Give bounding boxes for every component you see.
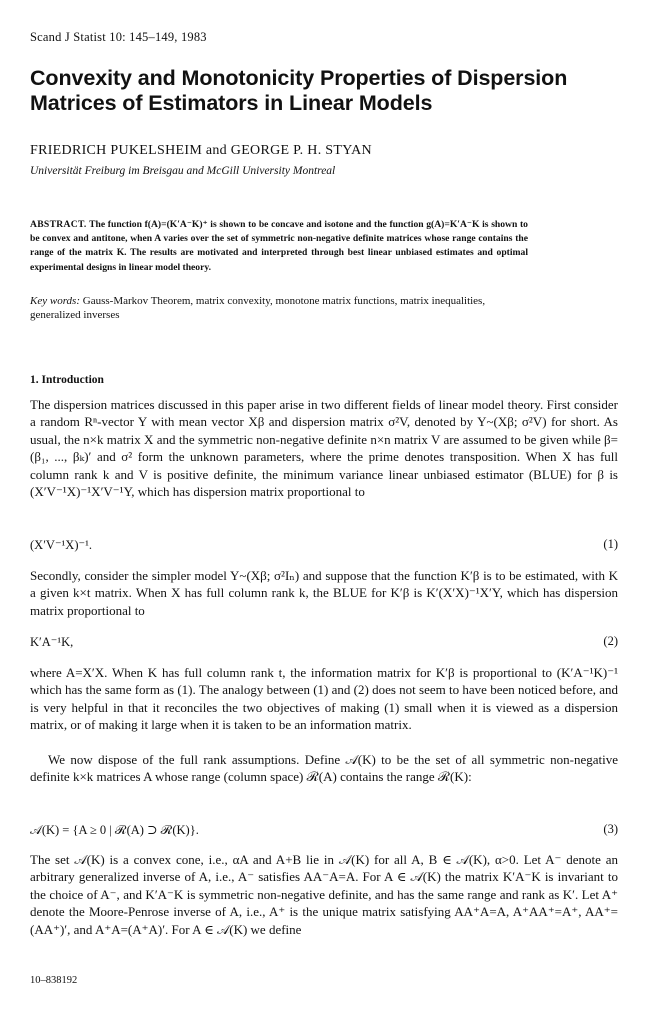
article-title: Convexity and Monotonicity Properties of Dispersion Matrices of Estimators in Linear Models (30, 66, 568, 115)
equation-1-body: (X′V⁻¹X)⁻¹. (30, 538, 92, 552)
keywords-text: Gauss-Markov Theorem, matrix convexity, monotone matrix functions, matrix inequalities, generalized inverses (30, 295, 486, 321)
equation-1-number: (1) (603, 537, 618, 551)
keywords (30, 294, 528, 322)
paragraph-5: The set 𝒜(K) is a convex cone, i.e., αA and A+B lie in 𝒜(K) for all A, B ∈ 𝒜(K), α>0. Let A⁻ denote an arbitrary generalized inverse of A, i.e., A⁻ satisfies AA⁻A=A. For A ∈ 𝒜(K) the matrix K′A⁻K is invariant to the choice of A⁻, and K′A⁻K is symmetric non-negative definite, and has the same range and rank as K′. Let A⁺ denote the Moore-Penrose inverse of A, i.e., A⁺ is the unique matrix satisfying AA⁺A=A, A⁺AA⁺=A⁺, AA⁺=(AA⁺)′, and A⁺A=(A⁺A)′. For A ∈ 𝒜(K) we define (30, 852, 618, 937)
equation-2-number: (2) (603, 634, 618, 648)
abstract-label: ABSTRACT. (30, 219, 87, 230)
equation-3-number: (3) (603, 822, 618, 836)
section-heading: 1. Introduction (30, 374, 104, 386)
paragraph-2: Secondly, consider the simpler model Y~(Xβ; σ²Iₙ) and suppose that the function K′β is to be estimated, with K a given k×t matrix. When X has full column rank k, the BLUE for K′β is K′(X′X)⁻¹X′Y, which has dispersion matrix proportional to (30, 568, 618, 618)
affiliations: Universität Freiburg im Breisgau and McGill University Montreal (30, 165, 336, 177)
footer-code: 10–838192 (30, 975, 78, 986)
authors: FRIEDRICH PUKELSHEIM and GEORGE P. H. STYAN (30, 143, 372, 158)
equation-2-body: K′A⁻¹K, (30, 635, 74, 649)
equation-2 (30, 634, 618, 650)
equation-1 (30, 537, 618, 553)
paragraph-4: We now dispose of the full rank assumptions. Define 𝒜(K) to be the set of all symmetric non-negative definite k×k matrices A whose range (column space) ℛ(A) contains the range ℛ(K): (30, 752, 618, 785)
abstract-text: The function f(A)=(K′A⁻K)⁺ is shown to be concave and isotone and the function g(A)=K′A⁻K is shown to be convex and antitone, when A varies over the set of symmetric non-negative definite matrices whose range contains the range of the matrix K. The results are motivated and interpreted through best linear unbiased estimates and optimal experimental designs in linear model theory. (30, 219, 528, 273)
keywords-label: Key words: (30, 295, 81, 307)
paragraph-3: where A=X′X. When K has full column rank t, the information matrix for K′β is proportional to (K′A⁻¹K)⁻¹ which has the same form as (1). The analogy between (1) and (2) does not seem to have been noticed before, and is very helpful in that it reconciles the two objectives of making (1) small when it is viewed as a dispersion matrix, or of making it large when it is taken to be an information matrix. (30, 665, 618, 733)
paragraph-1: The dispersion matrices discussed in this paper arise in two different fields of linear model theory. First consider a random Rⁿ-vector Y with mean vector Xβ and dispersion matrix σ²V, denoted by Y~(Xβ; σ²V) for short. As usual, the n×k matrix X and the symmetric non-negative definite n×n matrix V are assumed to be given while β=(β₁, ..., βₖ)′ and σ² form the unknown parameters, where the prime denotes transposition. When X has full column rank k and V is positive definite, the minimum variance linear unbiased estimator (BLUE) for β is (X′V⁻¹X)⁻¹X′V⁻¹Y, which has dispersion matrix proportional to (30, 397, 618, 500)
equation-3-body: 𝒜(K) = {A ≥ 0 | ℛ(A) ⊃ ℛ(K)}. (30, 823, 199, 837)
journal-citation: Scand J Statist 10: 145–149, 1983 (30, 30, 207, 44)
equation-3 (30, 822, 618, 838)
abstract (30, 218, 528, 275)
